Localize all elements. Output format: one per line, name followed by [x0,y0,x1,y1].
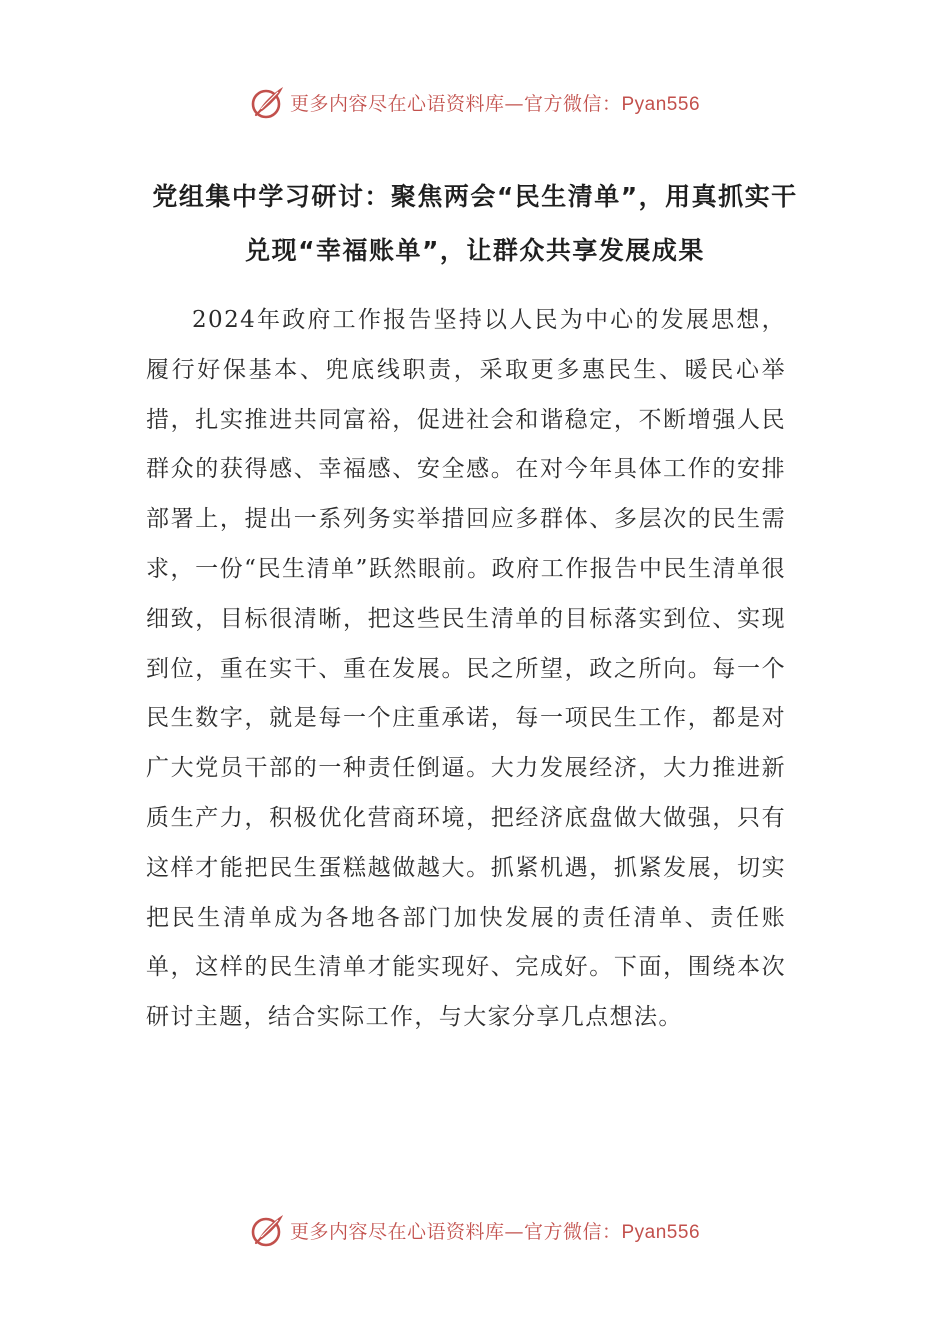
title-line-2: 兑现“幸福账单”，让群众共享发展成果 [245,236,705,265]
banner-label: 更多内容尽在心语资料库—官方微信： [289,1220,622,1243]
banner-text [290,89,700,116]
title-line-1: 党组集中学习研讨：聚焦两会“民生清单”，用真抓实干 [152,182,798,211]
body-paragraph: 2024年政府工作报告坚持以人民为中心的发展思想，履行好保基本、兜底线职责，采取更多惠民生、暖民心举措，扎实推进共同富裕，促进社会和谐稳定，不断增强人民群众的获得感、幸福感、安全感。在对今年具体工作的安排部署上，提出一系列务实举措回应多群体、多层次的民生需求，一份“民生清单”跃然眼前。政府工作报告中民生清单很细致，目标很清晰，把这些民生清单的目标落实到位、实现到位，重在实干、重在发展。民之所望，政之所向。每一个民生数字，就是每一个庄重承诺，每一项民生工作，都是对广大党员干部的一种责任倒逼。大力发展经济，大力推进新质生产力，积极优化营商环境，把经济底盘做大做强，只有这样才能把民生蛋糕越做越大。抓紧机遇，抓紧发展，切实把民生清单成为各地各部门加快发展的责任清单、责任账单，这样的民生清单才能实现好、完成好。下面，围绕本次研讨主题，结合实际工作，与大家分享几点想法。 [146,307,786,1031]
feather-pen-seal-icon [250,84,286,120]
banner-label: 更多内容尽在心语资料库—官方微信： [289,92,622,115]
banner-text [290,1217,700,1244]
header-banner [0,82,950,122]
document-title [120,170,830,278]
wechat-id: Pyan556 [621,93,701,115]
footer-banner [0,1210,950,1250]
wechat-id: Pyan556 [621,1221,701,1243]
feather-pen-seal-icon [250,1212,286,1248]
